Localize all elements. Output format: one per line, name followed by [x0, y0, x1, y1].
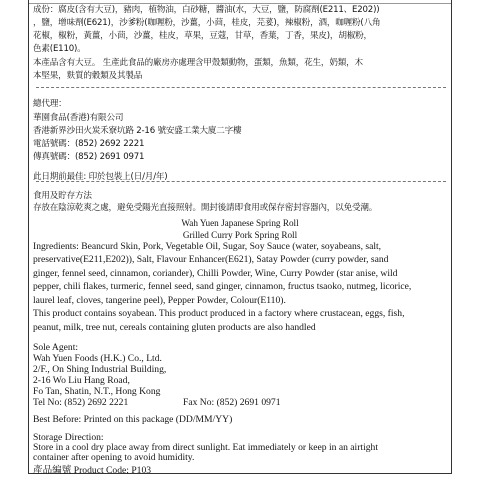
english-allergen-line-1: This product contains soyabean. This product produced in a factory where crustacean, eggs, fish,	[33, 308, 405, 319]
chinese-agent-fax: 傳真號碼：(852) 2691 0971	[33, 152, 145, 162]
english-ingredients-line-1: Ingredients: Beancurd Skin, Pork, Vegetable Oil, Sugar, Soy Sauce (water, soyabeans, salt,	[33, 241, 382, 252]
chinese-best-before: 此日期前最佳: 印於包裝上(日/月/年)	[33, 172, 168, 182]
label-frame	[28, 0, 452, 474]
chinese-storage-heading: 食用及貯存方法	[33, 191, 92, 201]
english-ingredients-line-2: preservative(E211,E202)), Salt, Flavour Enhancer(E621), Satay Powder (curry powder, sand	[33, 254, 389, 265]
english-agent-heading: Sole Agent:	[33, 342, 79, 353]
english-agent-tel: Tel No: (852) 2692 2221	[33, 397, 129, 408]
chinese-allergen-line-2: 本堅果，麩質的穀類及其製品	[33, 71, 143, 81]
chinese-ingredients-line-1: 成份：腐皮(含有大豆)，豬肉，植物油，白砂糖，醬油(水，大豆，鹽，防腐劑(E211、E202))	[33, 5, 380, 15]
section-divider	[36, 87, 446, 88]
chinese-ingredients-line-3: 花椒，椒粉，黃薑，小茴，沙薑，桂皮，草果，豆蔻，甘草，香葉，丁香，果皮)，胡椒粉，	[33, 31, 372, 41]
english-ingredients-line-5: laurel leaf, cloves, tangerine peel), Pepper Powder, Colour(E110).	[33, 295, 286, 306]
english-ingredients-line-4: pepper, chili flakes, turmeric, fennel seed, sand ginger, cinnamon, fructus tsaoko, nutmeg, licorice,	[33, 281, 412, 292]
chinese-ingredients-line-4: 色素(E110)。	[33, 44, 86, 54]
english-allergen-line-2: peanut, milk, tree nut, cereals containing gluten products are also handled	[33, 322, 316, 333]
english-agent-company: Wah Yuen Foods (H.K.) Co., Ltd.	[33, 353, 162, 364]
chinese-agent-tel: 電話號碼：(852) 2692 2221	[33, 139, 145, 149]
english-title-line-2: Grilled Curry Pork Spring Roll	[182, 230, 298, 240]
english-title-line-1: Wah Yuen Japanese Spring Roll	[181, 218, 299, 228]
product-code: 產品編號 Product Code: P103	[33, 465, 152, 476]
english-storage-line-2: container after opening to avoid humidity.	[33, 452, 195, 463]
english-storage-heading: Storage Direction:	[33, 432, 104, 443]
english-agent-road: 2-16 Wo Liu Hang Road,	[33, 375, 130, 386]
chinese-agent-address: 香港新界沙田火炭禾寮坑路 2-16 號安盛工業大廈二字樓	[33, 126, 242, 136]
chinese-agent-company: 華園食品(香港)有限公司	[33, 113, 124, 123]
english-best-before: Best Before: Printed on this package (DD/MM/YY)	[33, 414, 233, 425]
chinese-agent-heading: 總代理：	[33, 99, 67, 109]
english-ingredients-line-3: ginger, fennel seed, cinnamon, coriander), Chilli Powder, Wine, Curry Powder (star anise, wild	[33, 268, 398, 279]
chinese-ingredients-line-2: ，鹽，增味劑(E621)，沙爹粉(咖喱粉，沙薑，小茴，桂皮，芫荽)，辣椒粉，酒，咖喱粉(八角	[33, 18, 381, 28]
chinese-allergen-line-1: 本產品含有大豆。 生產此食品的廠房亦處理含甲殼類動物，蛋類，魚類，花生，奶類，木	[33, 58, 363, 68]
english-agent-building: 2/F., On Shing Industrial Building,	[33, 364, 167, 375]
chinese-storage-text: 存放在陰涼乾爽之處，避免受陽光直接照射。開封後請即食用或保存密封容器內，以免受潮。	[33, 203, 378, 213]
english-agent-district: Fo Tan, Shatin, N.T., Hong Kong	[33, 386, 161, 397]
english-agent-fax: Fax No: (852) 2691 0971	[183, 397, 281, 408]
english-storage-line-1: Store in a cool dry place away from direct sunlight. Eat immediately or keep in an airtight	[33, 442, 379, 453]
section-divider	[36, 181, 446, 182]
